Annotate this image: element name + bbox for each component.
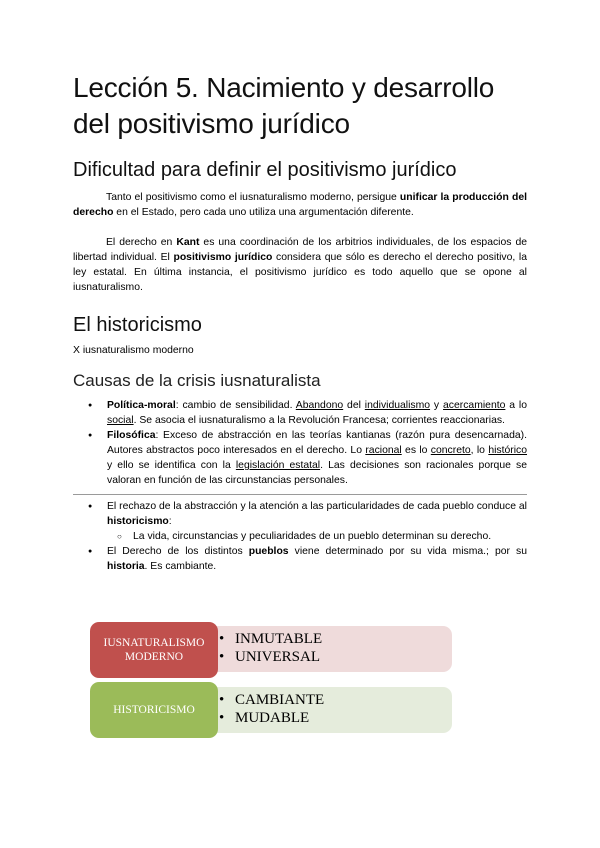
list-item-filosofica: ● Filosófica: Exceso de abstracción en las teorías kantianas (razón pura desencarnada). Autores abstractos poco interesados en el derecho. Lo racional es lo concreto, lo histórico y ello se identifica con la legislación estatal. Las decisiones son racionales porque se valoran en función de las circunstancias personales. — [73, 428, 527, 488]
list-item-politica: ● Política-moral: cambio de sensibilidad. Abandono del individualismo y acercamiento a lo social. Se asocia el iusnaturalismo a la Revolución Francesa; corrientes reaccionarias. — [73, 398, 527, 428]
document-page — [73, 70, 527, 574]
sub-list-item-vida: ○ La vida, circunstancias y peculiaridades de un pueblo determinan su derecho. — [73, 529, 527, 544]
historicismo-list — [73, 499, 527, 574]
diagram-label-iusnaturalismo: IUSNATURALISMO MODERNO — [90, 622, 218, 678]
paragraph-kant: El derecho en Kant es una coordinación de los arbitrios individuales, de los espacios de libertad individual. El positivismo jurídico considera que sólo es derecho el derecho positivo, la ley estatal. En última instancia, el positivismo jurídico es todo aquello que se opone al iusnaturalismo. — [73, 237, 528, 293]
section-heading-historicismo: El historicismo — [73, 314, 202, 336]
horizontal-divider — [73, 494, 527, 495]
diagram-bar-iusnaturalismo — [205, 626, 452, 672]
list-item-rechazo: ● El rechazo de la abstracción y la atención a las particularidades de cada pueblo conduce al historicismo: ○ La vida, circunstancias y peculiaridades de un pueblo determinan su derecho. — [73, 499, 527, 544]
subtitle-iusnaturalismo: X iusnaturalismo moderno — [73, 345, 194, 356]
paragraph-unificar: Tanto el positivismo como el iusnaturalismo moderno, persigue unificar la producción del derecho en el Estado, pero cada uno utiliza una argumentación diferente. — [73, 192, 527, 218]
diagram-label-historicismo: HISTORICISMO — [90, 682, 218, 738]
subheading-causas: Causas de la crisis iusnaturalista — [73, 371, 321, 390]
diagram-list-historicismo — [215, 691, 452, 727]
section-heading-dificultad: Dificultad para definir el positivismo jurídico — [73, 159, 457, 181]
page-title: Lección 5. Nacimiento y desarrollo del positivismo jurídico — [73, 72, 495, 139]
diagram-item-inmutable: • INMUTABLE — [215, 630, 452, 648]
causes-list — [73, 398, 527, 488]
list-item-pueblos: ● El Derecho de los distintos pueblos viene determinado por su vida misma.; por su historia. Es cambiante. — [73, 544, 527, 574]
sub-list — [73, 529, 527, 544]
diagram-item-cambiante: • CAMBIANTE — [215, 691, 452, 709]
diagram-bar-historicismo — [205, 687, 452, 733]
diagram-list-iusnaturalismo — [215, 630, 452, 666]
diagram-item-universal: • UNIVERSAL — [215, 648, 452, 666]
diagram-item-mudable: • MUDABLE — [215, 709, 452, 727]
